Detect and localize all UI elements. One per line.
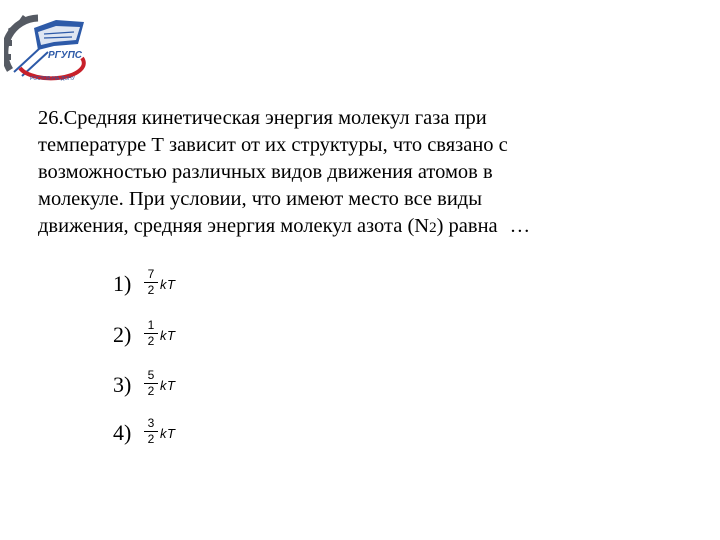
kt-expression: kT	[160, 378, 176, 393]
logo-text: РГУПС	[48, 50, 82, 61]
numerator: 1	[147, 318, 155, 332]
question-line: молекуле. При условии, что имеют место все виды	[38, 188, 483, 210]
kt-expression: kT	[160, 277, 176, 292]
rails	[14, 48, 48, 76]
question-line: температуре Т зависит от их структуры, что связано с	[38, 134, 508, 156]
answer-option[interactable]	[113, 319, 233, 359]
numerator: 5	[147, 368, 155, 382]
fraction	[144, 369, 158, 398]
fraction	[144, 268, 158, 297]
numerator: 3	[147, 416, 155, 430]
ellipsis: …	[509, 215, 531, 237]
logo-caption: РОСТОВ-НА-ДОНУ	[30, 76, 75, 82]
answer-number: 4)	[113, 420, 132, 445]
kt-expression: kT	[160, 328, 176, 343]
numerator: 7	[147, 267, 155, 281]
answer-option[interactable]	[113, 417, 233, 457]
answer-number: 2)	[113, 322, 132, 347]
question-line-last: движения, средняя энергия молекул азота (N2) равна …	[38, 215, 531, 237]
denominator: 2	[147, 334, 155, 348]
question-line: возможностью различных видов движения атомов в	[38, 161, 493, 183]
answer-number: 1)	[113, 271, 132, 296]
subscript: 2	[429, 220, 437, 236]
answer-option[interactable]	[113, 369, 233, 409]
denominator: 2	[147, 384, 155, 398]
kt-expression: kT	[160, 426, 176, 441]
fraction	[144, 319, 158, 348]
fraction	[144, 417, 158, 446]
answer-number: 3)	[113, 372, 132, 397]
denominator: 2	[147, 432, 155, 446]
university-logo	[4, 10, 88, 84]
question-line: 26.Средняя кинетическая энергия молекул газа при	[38, 107, 487, 129]
question-text	[38, 105, 678, 242]
answer-option[interactable]	[113, 268, 233, 308]
denominator: 2	[147, 283, 155, 297]
